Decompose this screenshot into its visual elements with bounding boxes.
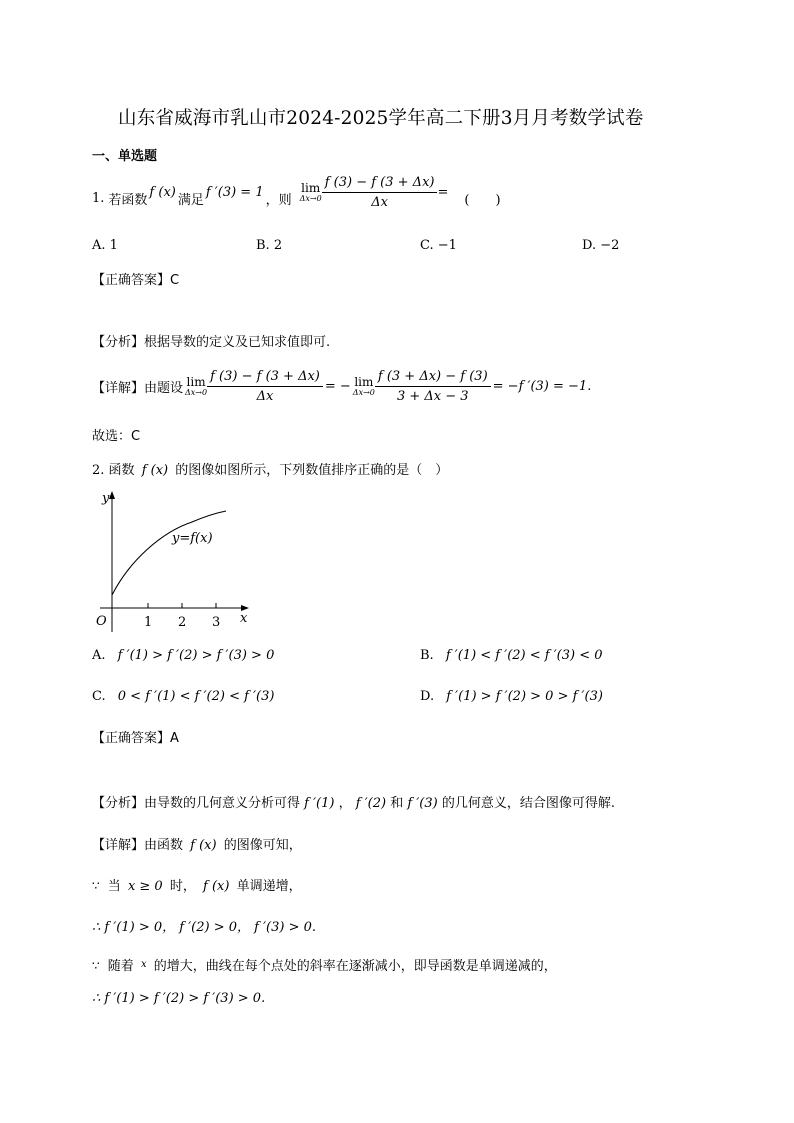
reasoning-expr: x ≥ 0 (127, 879, 163, 894)
choice-letter: A. (92, 648, 106, 663)
lim-word: lim (186, 375, 206, 389)
choice-expr: f ′(1) > f ′(2) > f ′(3) > 0 (117, 648, 275, 663)
limit-fraction (322, 175, 438, 210)
because-icon: ∵ (92, 959, 100, 973)
choice-letter: B. (420, 648, 434, 663)
choice-a (92, 648, 274, 663)
choice-expr: f ′(1) > f ′(2) > 0 > f ′(3) (446, 689, 603, 704)
detail-line (92, 364, 591, 408)
detail-equals: = − (324, 378, 351, 394)
limit-operator (353, 375, 375, 397)
fraction-denominator: 3 + Δx − 3 (396, 388, 469, 404)
detail-text: 【详解】由函数 (92, 838, 184, 853)
analysis-line: 【分析】根据导数的定义及已知求值即可. (92, 335, 331, 350)
reasoning-line-1 (92, 875, 302, 894)
analysis-text: 【分析】由导数的几何意义分析可得 (92, 796, 301, 811)
tick-label-3: 3 (212, 615, 221, 630)
analysis-expr: f ′(2) (355, 796, 387, 811)
choice-b (420, 648, 603, 663)
detail-label: 【详解】由题设 (92, 380, 184, 396)
reasoning-line-2: ∴ f ′(1) > 0， f ′(2) > 0， f ′(3) > 0. (92, 920, 317, 935)
tick-label-1: 1 (144, 615, 153, 630)
answer-line: 【正确答案】C (92, 273, 180, 288)
choice-d: D. −2 (582, 238, 620, 253)
function-expr: f (x) (141, 463, 169, 478)
lim-subscript: Δx→0 (299, 194, 322, 203)
lim-word: lim (354, 375, 374, 389)
answer-paren: ( ) (464, 192, 501, 208)
limit-operator (300, 181, 322, 203)
because-icon: ∵ (92, 879, 100, 893)
stem-text: 的图像如图所示，下列数值排序正确的是（ ） (175, 463, 449, 478)
question-1-stem (92, 174, 501, 218)
condition-expr: f ′(3) = 1 (205, 184, 264, 200)
detail-result: = −f ′(3) = −1. (492, 378, 592, 394)
analysis-expr: f ′(3) (407, 796, 438, 811)
detail-fraction-1 (207, 369, 323, 404)
stem-text: ，则 (265, 192, 292, 208)
reasoning-text: 单调递增， (236, 879, 302, 894)
analysis-expr: f ′(1) (304, 796, 335, 811)
section-heading: 一、单选题 (92, 149, 158, 164)
choice-expr: f ′(1) < f ′(2) < f ′(3) < 0 (445, 648, 603, 663)
analysis-text: ， (338, 796, 352, 811)
y-axis-arrow (109, 491, 115, 499)
detail-text: 的图像可知， (223, 838, 302, 853)
fraction-denominator: Δx (256, 388, 274, 404)
detail-line (92, 834, 302, 853)
lim-subscript: Δx→0 (352, 388, 375, 397)
choice-d (420, 689, 603, 704)
question-2-stem (92, 459, 448, 478)
choice-letter: D. (420, 689, 435, 704)
choose-line: 故选：C (92, 429, 141, 444)
limit-operator (185, 375, 207, 397)
fraction-numerator: f (3) − f (3 + Δx) (207, 369, 323, 387)
stem-text: 满足 (177, 192, 204, 208)
x-axis-label: x (240, 611, 248, 626)
lim-word: lim (301, 181, 321, 195)
analysis-text: 的几何意义，结合图像可得解. (441, 796, 615, 811)
document-title: 山东省威海市乳山市2024-2025学年高二下册3月月考数学试卷 (118, 108, 644, 129)
reasoning-text: 当 (107, 879, 121, 894)
choice-c: C. −1 (420, 238, 457, 253)
curve-label: y=f(x) (172, 531, 213, 546)
detail-fraction-2 (375, 369, 491, 404)
tick-label-2: 2 (178, 615, 187, 630)
function-curve (112, 511, 226, 595)
function-graph (92, 488, 262, 638)
origin-label: O (96, 614, 107, 629)
choice-expr: 0 < f ′(1) < f ′(2) < f ′(3) (117, 689, 275, 704)
choice-a: A. 1 (92, 238, 118, 253)
stem-text: 2. 函数 (92, 463, 135, 478)
y-axis-label: y (102, 491, 110, 506)
analysis-text: 和 (390, 796, 404, 811)
choice-c (92, 689, 274, 704)
fraction-numerator: f (3) − f (3 + Δx) (322, 175, 438, 193)
reasoning-line-3 (92, 955, 557, 974)
function-expr: f (x) (149, 184, 176, 200)
analysis-line (92, 792, 615, 811)
reasoning-expr: x (140, 959, 147, 970)
lim-subscript: Δx→0 (185, 388, 208, 397)
reasoning-text: 时， (169, 879, 196, 894)
equals-sign: = (437, 184, 449, 200)
fraction-denominator: Δx (371, 194, 388, 210)
reasoning-text: 的增大，曲线在每个点处的斜率在逐渐减小，即导函数是单调递减的， (153, 959, 557, 974)
stem-text: 若函数 (108, 192, 148, 208)
detail-expr: f (x) (190, 838, 217, 853)
choice-letter: C. (92, 689, 106, 704)
reasoning-text: 随着 (107, 959, 134, 974)
reasoning-line-4: ∴ f ′(1) > f ′(2) > f ′(3) > 0. (92, 991, 266, 1006)
answer-line: 【正确答案】A (92, 731, 179, 746)
question-number: 1. (92, 190, 105, 206)
fraction-numerator: f (3 + Δx) − f (3) (375, 369, 491, 387)
reasoning-expr: f (x) (203, 879, 230, 894)
choice-b: B. 2 (256, 238, 283, 253)
